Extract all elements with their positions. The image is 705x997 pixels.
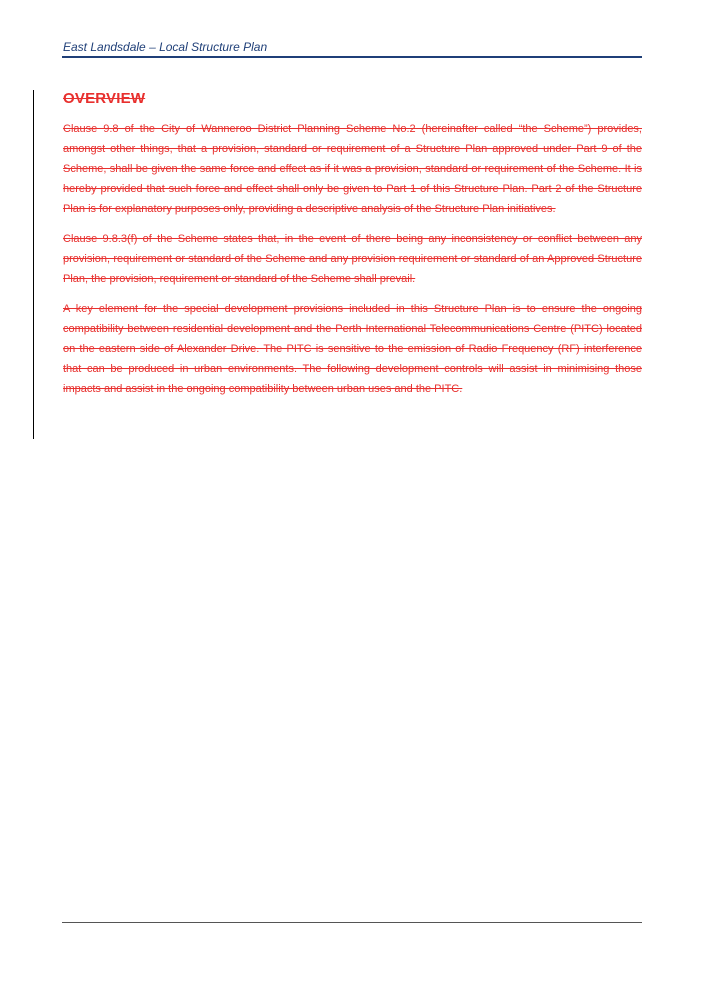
- revision-change-bar: [33, 90, 34, 439]
- paragraph-clause-9-8-3f: Clause 9.8.3(f) of the Scheme states that, in the event of there being any inconsistency or conflict between any provision, requirement or standard of the Scheme and any provision requirement or standard of an Approved Structure Plan, the provision, requirement or standard of the Scheme shall prevail.: [63, 233, 642, 285]
- paragraph-clause-9-8: Clause 9.8 of the City of Wanneroo District Planning Scheme No.2 (hereinafter called “the Scheme”) provides, amongst other things, that a provision, standard or requirement of a Structure Plan approved under Part 9 of the Scheme, shall be given the same force and effect as if it was a provision, standard or requirement of the Scheme. It is hereby provided that such force and effect shall only be given to Part 1 of this Structure Plan. Part 2 of the Structure Plan is for explanatory purposes only, providing a descriptive analysis of the Structure Plan initiatives.: [63, 123, 642, 215]
- header-divider: [62, 56, 642, 58]
- footer-divider: [62, 922, 642, 923]
- document-header-title: East Landsdale – Local Structure Plan: [63, 40, 268, 54]
- section-heading: OVERVIEW: [63, 90, 146, 107]
- paragraph-key-element-pitc: A key element for the special development provisions included in this Structure Plan is to ensure the ongoing compatibility between residential development and the Perth International Telecommunications Centre (PITC) located on the eastern side of Alexander Drive. The PITC is sensitive to the emission of Radio Frequency (RF) interference that can be produced in urban environments. The following development controls will assist in minimising those impacts and assist in the ongoing compatibility between urban uses and the PITC.: [63, 303, 642, 395]
- overview-section: [63, 89, 642, 409]
